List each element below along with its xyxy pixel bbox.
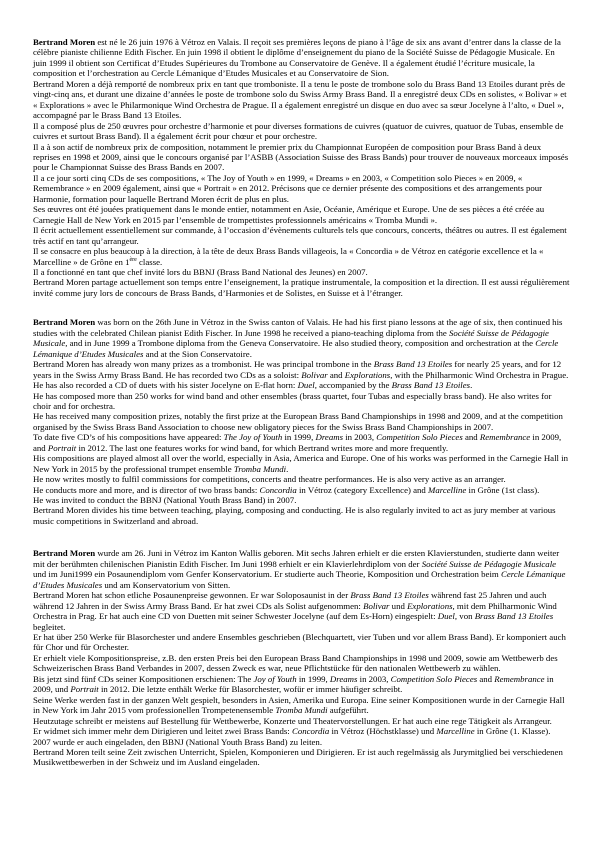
paragraph: Heutzutage schreibt er meistens auf Bestellung für Wettbewerbe, Konzerte und Theatervorstellungen. Er hat auch eine rege Tätigkeit als Arrangeur. [33, 715, 552, 726]
paragraph: He has received many composition prizes, notably the first prize at the European Brass Band Championships in 1998 and 2009, and at the competition organised by the Swiss Brass Band Association to choose new obligatory pieces for the Swiss Brass Band Championships in 2007. [33, 411, 563, 432]
paragraph: His compositions are played almost all over the world, especially in Asia, America and Europe. One of his works was performed in the Carnegie Hall in New York in 2015 by the professional trumpet ensemble Tromba Mundi. [33, 453, 569, 474]
paragraph: To date five CD’s of his compositions have appeared: The Joy of Youth in 1999, Dreams in 2003, Competition Solo Pieces and Remembrance in 2009, and Portrait in 2012. The last one features works for wind band, for which Bertrand writes more and more frequently. [33, 432, 562, 453]
paragraph: Bertrand Moren est né le 26 juin 1976 à Vétroz en Valais. Il reçoit ses premières leçons de piano à l’âge de six ans avant d’entrer dans la classe de la célèbre pianiste chilienne Edith Fischer. En juin 1998 il obtient le diplôme d’enseignement du piano de la Société Suisse de Pédagogie Musicale. En juin 1999 il obtient son Certificat d’Etudes Supérieures du Trombone au Conservatoire de Genève. Il a également étudié l’écriture musicale, la composition et l’orchestration au Cercle Lémanique d’Etudes Musicales et au Conservatoire de Sion. [33, 37, 561, 79]
paragraph: Bertrand Moren was born on the 26th June in Vétroz in the Swiss canton of Valais. He had his first piano lessons at the age of six, then continued his studies with the celebrated Chilean pianist Edith Fischer. In June 1998 he received a piano-teaching diploma from the Société Suisse de Pédagogie Musicale, and in June 1999 a Trombone diploma from the Geneva Conservatoire. He also studied theory, composition and orchestration at the Cercle Lémanique d’Etudes Musicales and at the Sion Conservatoire. [33, 317, 563, 359]
paragraph: Bertrand Moren partage actuellement son temps entre l’enseignement, la pratique instrumentale, la composition et la direction. Il est aussi régulièrement invité comme jury lors de concours de Brass Bands, d’Harmonies et de Solistes, en Suisse et à l’étranger. [33, 277, 570, 298]
paragraph: Bertrand Moren a déjà remporté de nombreux prix en tant que tromboniste. Il a tenu le poste de trombone solo du Brass Band 13 Etoiles durant près de vingt-cinq ans, et durant une dizaine d’années le poste de trombone solo du Swiss Army Brass Band. Il a enregistré deux CDs en solistes, « Bolivar » et « Explorations » avec le Philarmonique Wind Orchestra de Prague. Il a également enregistré un disque en duo avec sa sœur Jocelyne à l’alto, « Duel », accompagné par le Brass Band 13 Etoiles. [33, 78, 567, 121]
paragraph: Il écrit actuellement essentiellement sur commande, à l’occasion d’évènements culturels tels que concours, concerts, théâtres ou autres. Il est également très actif en tant qu’arrangeur. [33, 225, 567, 246]
paragraph: He conducts more and more, and is director of two brass bands: Concordia in Vétroz (category Excellence) and Marcelline in Grône (1st class). [33, 484, 540, 495]
paragraph: Bertrand Moren has already won many prizes as a trombonist. He was principal trombone in the Brass Band 13 Etoiles for nearly 25 years, and for 12 years in the Swiss Army Brass Band. He has recorded two CDs as a soloist: Bolivar and Explorations, with the Philharmonic Wind Orchestra in Prague. He has also recorded a CD of duets with his sister Jocelyne on E-flat horn: Duel, accompanied by the Brass Band 13 Etoiles. [33, 359, 569, 391]
paragraph: Er widmet sich immer mehr dem Dirigieren und leitet zwei Brass Bands: Concordia in Vétroz (Höchstklasse) und Marcelline in Grône (1. Klasse). [33, 726, 551, 737]
paragraph: Seine Werke werden fast in der ganzen Welt gespielt, besonders in Asien, Amerika und Europa. Eine seiner Kompositionen wurde in der Carnegie Hall in New York im Jahr 2015 vom professionellen Trompetenensemble Tromba Mundi aufgeführt. [33, 694, 565, 716]
paragraph: Il a fonctionné en tant que chef invité lors du BBNJ (Brass Band National des Jeunes) en 2007. [33, 266, 368, 277]
paragraph: Bertrand Moren teilt seine Zeit zwischen Unterricht, Spielen, Komponieren und Dirigieren. Er ist auch regelmässig als Jurymitglied bei verschiedenen Musikwettbewerben in der Schweiz und im Ausland eingeladen. [33, 747, 563, 768]
paragraph: Il a composé plus de 250 œuvres pour orchestre d’harmonie et pour diverses formations de cuivres (quatuor de cuivres, quatuor de Tubas, ensemble de cuivres et surtout Brass Band). Il a également écrit pour chœur et pour orchestre. [33, 120, 564, 142]
paragraph: Er hat über 250 Werke für Blasorchester und andere Ensembles geschrieben (Blechquartett, vier Tuben und vor allem Brass Band). Er komponiert auch für Chor und für Orchester. [33, 632, 566, 653]
biography-section-french [33, 37, 570, 298]
paragraph: Ses œuvres ont été jouées pratiquement dans le monde entier, notamment en Asie, Océanie, Amérique et Europe. Une de ses pièces a été créée au Carnegie Hall de New York en 2015 par l’ensemble de trompettistes professionnels américains « Tromba Mundi ». [33, 204, 545, 225]
paragraph: Bertrand Moren hat schon etliche Posaunenpreise gewonnen. Er war Soloposaunist in der Brass Band 13 Etoiles während fast 25 Jahren und auch während 12 Jahren in der Swiss Army Brass Band. Er hat zwei CDs als Solist aufgenommen: Bolivar und Explorations, mit dem Philharmonic Wind Orchestra in Prag. Er hat auch eine CD von Duetten mit seiner Schwester Jocelyne (auf dem Es-Horn) eingespielt: Duel, von Brass Band 13 Etoiles begleitet. [33, 590, 557, 632]
paragraph: Il a à son actif de nombreux prix de composition, notamment le premier prix du Championnat Européen de composition pour Brass Band à deux reprises en 1998 et 2009, ainsi que le concours organisé par l’ASBB (Association Suisse des Brass Bands) pour trouver de nouveaux morceaux imposés pour le Championnat Suisse des Brass Bands en 2007. [33, 141, 569, 173]
biography-section-german [33, 548, 570, 768]
paragraph: Il se consacre en plus beaucoup à la direction, à la tête de deux Brass Bands villageois, la « Concordia » de Vétroz en catégorie excellence et la « Marcelline » de Grône en 1ère classe. [33, 246, 544, 267]
paragraph: Il a ce jour sorti cinq CDs de ses compositions, « The Joy of Youth » en 1999, « Dreams » en 2003, « Competition solo Pieces » en 2009, « Remembrance » en 2009 également, ainsi que « Portrait » en 2012. Précisons que ce dernier présente des compositions et des arrangements pour Harmonie, formation pour laquelle Bertrand Moren écrit de plus en plus. [33, 172, 543, 204]
paragraph: He was invited to conduct the BBNJ (National Youth Brass Band) in 2007. [33, 495, 297, 506]
paragraph: 2007 wurde er auch eingeladen, den BBNJ (National Youth Brass Band) zu leiten. [33, 736, 323, 747]
paragraph: Bertrand Moren divides his time between teaching, playing, composing and conducting. He is also regularly invited to act as jury member at various music competitions in Switzerland and abroad. [33, 505, 556, 526]
paragraph: Bis jetzt sind fünf CDs seiner Kompositionen erschienen: The Joy of Youth in 1999, Dreams in 2003, Competition Solo Pieces and Remembrance in 2009, und Portrait in 2012. Die letzte enthält Werke für Blasorchester, wofür er immer häufiger schreibt. [33, 673, 554, 695]
paragraph: Bertrand Moren wurde am 26. Juni in Vétroz im Kanton Wallis geboren. Mit sechs Jahren erhielt er die ersten Klavierstunden, studierte dann weiter mit der berühmten chilenischen Pianistin Edith Fischer. Im Juni 1998 erhielt er ein Klavierlehrdiplom von der Société Suisse de Pédagogie Musicale und im Juni1999 ein Posaunendiplom vom Genfer Konservatorium. Er studierte auch Theorie, Komposition und Orchestration beim Cercle Lémanique d’Etudes Musicales und am Konservatorium von Sitten. [33, 548, 566, 590]
paragraph: Er erhielt viele Kompositionspreise, z.B. den ersten Preis bei den European Brass Band Championships in 1998 und 2009, sowie am Wettbewerb des Schweizerischen Brass Band Verbandes in 2007, dessen Zweck es war, neue Pflichtstücke für den nationalen Wettbewerb zu wählen. [33, 652, 558, 674]
biography-section-english [33, 317, 570, 526]
paragraph: He has composed more than 250 works for wind band and other ensembles (brass quartet, four Tubas and especially brass band). He also writes for choir and for orchestra. [33, 390, 552, 411]
paragraph: He now writes mostly to fulfil commissions for competitions, concerts and theatre performances. He is also very active as an arranger. [33, 474, 506, 485]
